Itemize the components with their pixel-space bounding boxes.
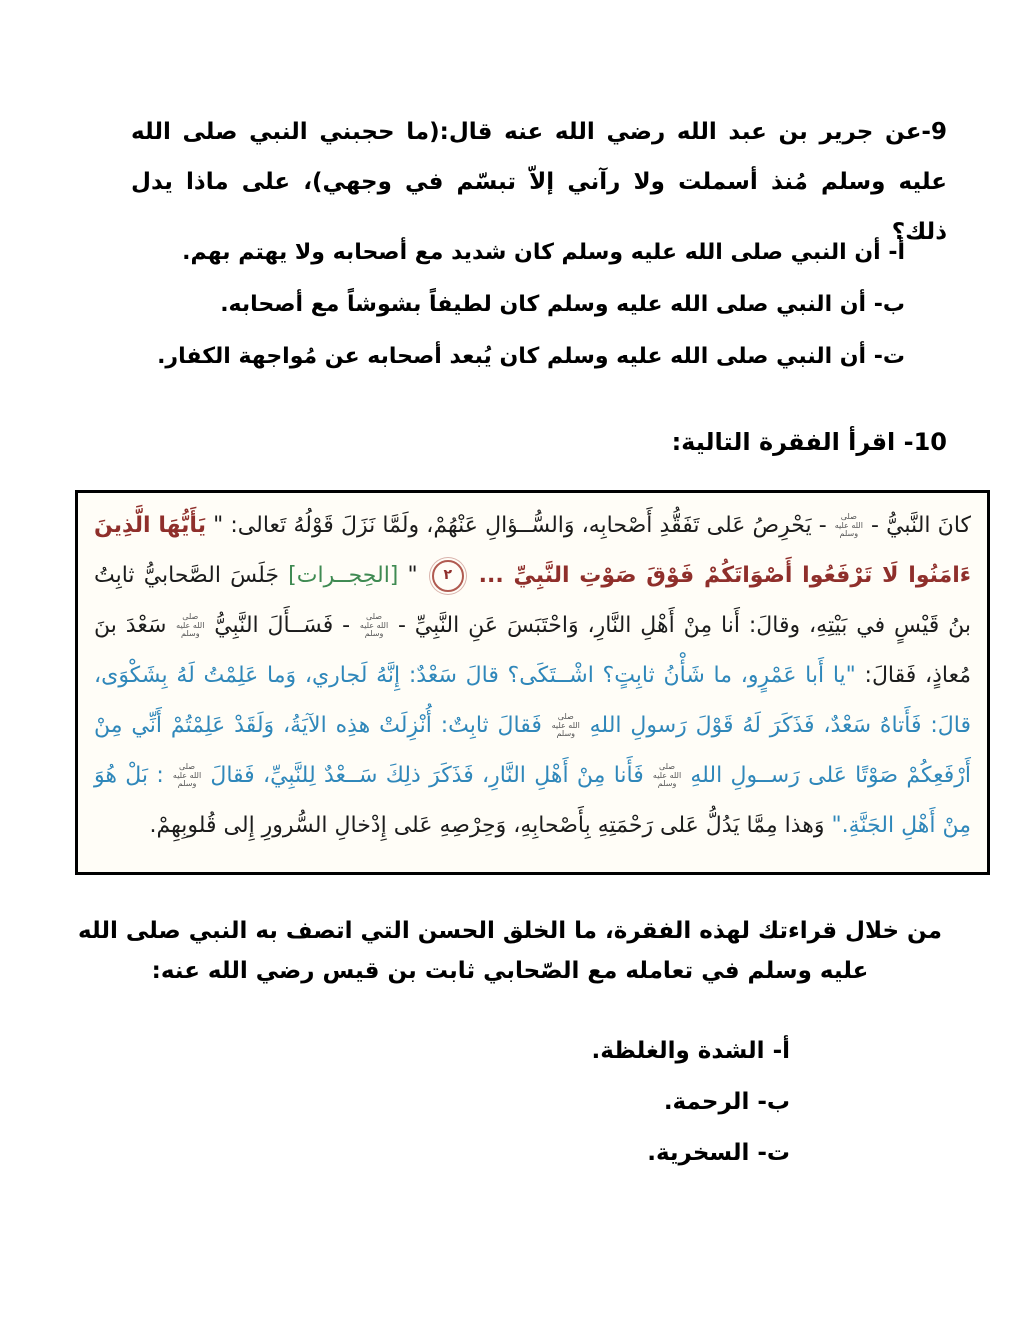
question-10-header: 10- اقرأ الفقرة التالية: (671, 428, 947, 456)
narration-text: كانَ النَّبيُّ - (863, 513, 971, 538)
passage-box (75, 490, 990, 875)
narration-text: - فَسَــأَلَ النَّبِيُّ (205, 613, 360, 638)
saw-seal: صلى الله عليه وسلم (834, 512, 863, 539)
narration-text: جَلَسَ الصَّحابيُّ ثابِتُ بنُ قَيْسٍ في بَيْتِهِ، وقالَ: أَنا مِنْ أَهْلِ النَّارِ، وَاحْتَبَسَ عَنِ النَّبِيِّ - (94, 563, 972, 638)
dialogue-text: فَقالَ ثابِتٌ: أُنْزِلَتْ هذِه الآيَةُ، وَلَقَدْ عَلِمْتُمْ أَنِّي مِنْ أَرْفَعِكُمْ صَوْتًا عَلى رَســولِ اللهِ (94, 713, 971, 788)
dialogue-text: : بَلْ هُوَ مِنْ أَهْلِ الجَنَّةِ." (94, 763, 971, 838)
question-10-option-b: ب- الرحمة. (663, 1089, 790, 1115)
passage-paragraph (94, 501, 971, 851)
question-9-options (105, 227, 905, 383)
saw-seal: صلى الله عليه وسلم (172, 762, 202, 789)
question-9-option-b: ب- أن النبي صلى الله عليه وسلم كان لطيفاً بشوشاً مع أصحابه. (220, 292, 905, 317)
dialogue-text: "يا أَبا عَمْرٍو، ما شَأْنُ ثابِتٍ؟ اشْــتَكَى؟ قالَ سَعْدٌ: إِنَّهُ لَجاري، وَما عَلِمْتُ لَهُ بِشَكْوَى، قالَ: فَأَتاهُ سَعْدٌ، فَذَكَرَ لَهُ قَوْلَ رَسولِ اللهِ (94, 663, 971, 738)
narration-text: - يَحْرِصُ عَلى تَفَقُّدِ أَصْحابِه، وَالسُّــؤالِ عَنْهُمْ، ولَمَّا نَزَلَ قَوْلُهُ تَعالى: " (205, 513, 834, 538)
saw-seal: صلى الله عليه وسلم (359, 612, 389, 639)
question-9-option-t: ت- أن النبي صلى الله عليه وسلم كان يُبعد أصحابه عن مُواجهة الكفار. (157, 344, 905, 369)
question-9-option-a: أ- أن النبي صلى الله عليه وسلم كان شديد مع أصحابه ولا يهتم بهم. (182, 240, 905, 265)
saw-seal: صلى الله عليه وسلم (652, 762, 682, 789)
narration-text: " (398, 563, 427, 588)
saw-seal: صلى الله عليه وسلم (176, 612, 205, 639)
surah-reference: [الحِجــرات] (288, 563, 399, 588)
dialogue-text: فَأَنا مِنْ أَهْلِ النَّارِ، فَذَكَرَ ذلِكَ سَــعْدٌ لِلنَّبِيِّ، فَقالَ (202, 763, 653, 788)
question-10-option-a: أ- الشدة والغلظة. (591, 1038, 790, 1064)
question-9-text: 9-عن جرير بن عبد الله رضي الله عنه قال:(ما حجبني النبي صلى الله عليه وسلم مُنذ أسملت ولا رآني إلاّ تبسّم في وجهي)، على ماذا يدل ذلك؟ (131, 119, 947, 245)
quran-verse: يَأَيُّهَا الَّذِينَ ءَامَنُوا لَا تَرْفَعُوا أَصْوَاتَكُمْ فَوْقَ صَوْتِ النَّبِيِّ ... (94, 513, 971, 588)
question-10-text: من خلال قراءتك لهذه الفقرة، ما الخلق الحسن التي اتصف به النبي صلى الله عليه وسلم في تعامله مع الصّحابي ثابت بن قيس رضي الله عنه: (78, 918, 942, 984)
question-10-option-t: ت- السخرية. (647, 1140, 790, 1166)
aya-number-mark: ٢ (432, 560, 464, 592)
narration-text: وَهذا مِمَّا يَدُلُّ عَلى رَحْمَتِهِ بِأَصْحابِهِ، وَحِرْصِهِ عَلى إِدْخالِ السُّرورِ إِلى قُلوبِهِمْ. (149, 813, 832, 838)
saw-seal: صلى الله عليه وسلم (551, 712, 580, 739)
question-10-options (190, 1026, 790, 1179)
narration-text: سَعْدَ بنَ مُعاذٍ، فَقالَ: (94, 613, 972, 688)
